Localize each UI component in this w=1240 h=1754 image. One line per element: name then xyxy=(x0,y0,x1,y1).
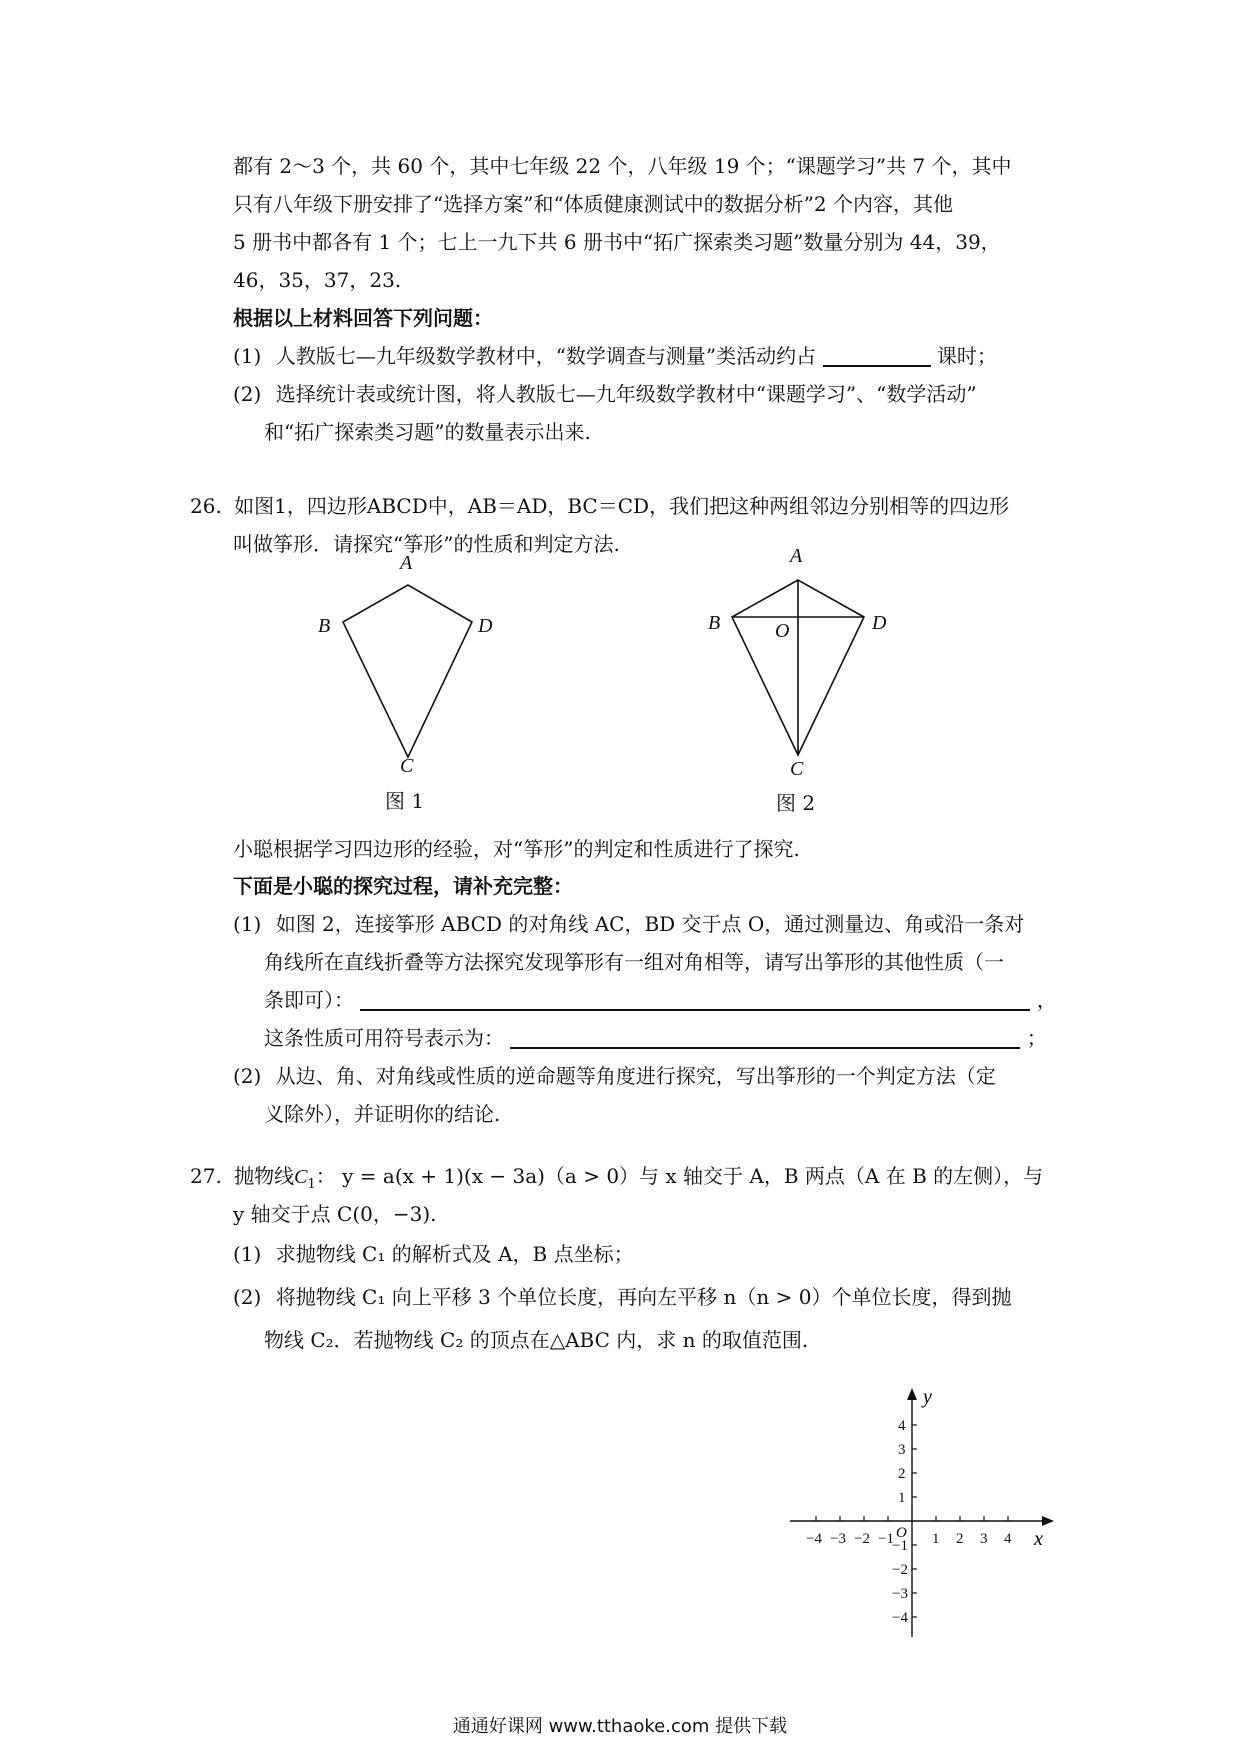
q26-number: 26. xyxy=(190,494,222,518)
q26-part1-line2: 角线所在直线折叠等方法探究发现筝形有一组对角相等，请写出筝形的其他性质（一 xyxy=(264,950,1004,974)
fig2-label-a: A xyxy=(790,545,803,567)
q27-c1: C xyxy=(294,1166,308,1188)
q26-intro: 小聪根据学习四边形的经验，对“筝形”的判定和性质进行了探究. xyxy=(233,837,800,861)
q26-line1 xyxy=(190,492,1009,520)
fig2-label-o: O xyxy=(775,620,790,642)
page-footer: 通通好课网 www.tthaoke.com 提供下载 xyxy=(452,1716,788,1737)
coordinate-axes xyxy=(780,1385,1060,1645)
q26-part1-line1 xyxy=(233,910,1024,938)
q27-line1 xyxy=(190,1162,1043,1199)
q25-answer-blank[interactable] xyxy=(823,343,931,367)
x-tick-label: −3 xyxy=(830,1531,846,1547)
fig1-label-a: A xyxy=(400,552,413,574)
q27-part2-line1 xyxy=(233,1283,1012,1311)
y-tick-label: −4 xyxy=(892,1610,908,1626)
q25-part2-num: (2) xyxy=(233,382,262,406)
q26-property-blank[interactable] xyxy=(360,987,1030,1011)
q25-part2-line2: 和“拓广探索类习题”的数量表示出来. xyxy=(264,420,591,444)
fig2-label-b: B xyxy=(708,612,721,634)
q26-part1-line4 xyxy=(264,1024,1047,1052)
y-tick-label: −3 xyxy=(892,1586,908,1602)
q25-instruction: 根据以上材料回答下列问题： xyxy=(233,306,493,330)
q25-part1-num: (1) xyxy=(233,344,262,368)
fig1-label-d: D xyxy=(478,615,493,637)
fig1-label-c: C xyxy=(400,755,414,777)
para-line-4: 46，35，37，23. xyxy=(233,268,402,292)
q26-symbol-blank[interactable] xyxy=(510,1025,1020,1049)
fig2-label-c: C xyxy=(790,758,804,780)
para-line-3: 5 册书中都各有 1 个；七上一九下共 6 册书中“拓广探索类习题”数量分别为 44，39， xyxy=(233,230,1001,254)
fig2-label-d: D xyxy=(872,612,887,634)
y-axis-label: y xyxy=(923,1386,932,1408)
y-tick-label: −1 xyxy=(892,1538,908,1554)
y-tick-label: 1 xyxy=(898,1490,906,1506)
x-axis-label: x xyxy=(1034,1528,1043,1550)
x-tick-label: 3 xyxy=(980,1531,988,1547)
q27-number: 27. xyxy=(190,1164,222,1188)
fig1-label-b: B xyxy=(318,615,331,637)
q26-part1-text: 如图 2，连接筝形 ABCD 的对角线 AC，BD 交于点 O，通过测量边、角或沿一条对 xyxy=(275,912,1025,936)
q27-stem-b: ： y = a(x + 1)(x − 3a)（a > 0）与 x 轴交于 A，B 两点（A 在 B 的左侧），与 xyxy=(315,1164,1044,1188)
figure-2-kite xyxy=(700,560,900,765)
q25-part1 xyxy=(233,342,997,370)
para-line-2: 只有八年级下册安排了“选择方案”和“体质健康测试中的数据分析”2 个内容，其他 xyxy=(233,192,953,216)
x-tick-label: 4 xyxy=(1004,1531,1012,1547)
q27-part1-num: (1) xyxy=(233,1242,262,1266)
y-tick-label: 3 xyxy=(898,1442,906,1458)
q27-part2-line2: 物线 C₂．若抛物线 C₂ 的顶点在△ABC 内，求 n 的取值范围. xyxy=(264,1328,809,1352)
x-tick-label: −1 xyxy=(878,1531,894,1547)
q26-part2-line1 xyxy=(233,1062,996,1090)
origin-label: O xyxy=(896,1525,907,1541)
q25-part1-unit: 课时； xyxy=(936,344,997,368)
q27-part2-num: (2) xyxy=(233,1285,262,1309)
q26-stem: 如图1，四边形ABCD中，AB＝AD，BC＝CD，我们把这种两组邻边分别相等的四边形 xyxy=(234,494,1010,518)
q26-part2-num: (2) xyxy=(233,1064,262,1088)
figure-1-kite xyxy=(300,545,520,770)
q27-line2: y 轴交于点 C(0，−3). xyxy=(233,1202,437,1226)
q26-property-end: ， xyxy=(1036,988,1057,1012)
q26-part2-line2: 义除外），并证明你的结论. xyxy=(264,1102,501,1126)
q26-symbol-end: ； xyxy=(1026,1026,1047,1050)
q27-stem-a: 抛物线 xyxy=(234,1164,295,1188)
q27-part1 xyxy=(233,1240,634,1268)
x-tick-label: −4 xyxy=(806,1531,822,1547)
x-tick-label: −2 xyxy=(854,1531,870,1547)
x-tick-label: 1 xyxy=(932,1531,940,1547)
q26-part1-num: (1) xyxy=(233,912,262,936)
q26-property-label: 条即可）： xyxy=(264,988,354,1012)
q25-part2-line1 xyxy=(233,380,977,408)
q27-part1-text: 求抛物线 C₁ 的解析式及 A，B 点坐标； xyxy=(275,1242,634,1266)
y-tick-label: 4 xyxy=(898,1418,906,1434)
fig1-caption: 图 1 xyxy=(385,789,425,813)
y-tick-label: −2 xyxy=(892,1562,908,1578)
q25-part2-text: 选择统计表或统计图，将人教版七—九年级数学教材中“课题学习”、“数学活动” xyxy=(275,382,977,406)
fig2-caption: 图 2 xyxy=(776,791,816,815)
q27-c1-sub: 1 xyxy=(307,1177,316,1192)
q26-line2: 叫做筝形．请探究“筝形”的性质和判定方法. xyxy=(233,532,620,556)
q26-symbol-label: 这条性质可用符号表示为： xyxy=(264,1026,504,1050)
x-tick-label: 2 xyxy=(956,1531,964,1547)
para-line-1: 都有 2～3 个，共 60 个，其中七年级 22 个，八年级 19 个；“课题学习”共 7 个，其中 xyxy=(233,154,1012,178)
y-tick-label: 2 xyxy=(898,1466,906,1482)
q25-part1-text: 人教版七—九年级数学教材中，“数学调查与测量”类活动约占 xyxy=(275,344,817,368)
q26-part1-line3 xyxy=(264,986,1057,1014)
q26-instruction: 下面是小聪的探究过程，请补充完整： xyxy=(233,874,573,898)
q27-part2-text: 将抛物线 C₁ 向上平移 3 个单位长度，再向左平移 n（n > 0）个单位长度，得到抛 xyxy=(275,1285,1012,1309)
q26-part2-text: 从边、角、对角线或性质的逆命题等角度进行探究，写出筝形的一个判定方法（定 xyxy=(275,1064,996,1088)
